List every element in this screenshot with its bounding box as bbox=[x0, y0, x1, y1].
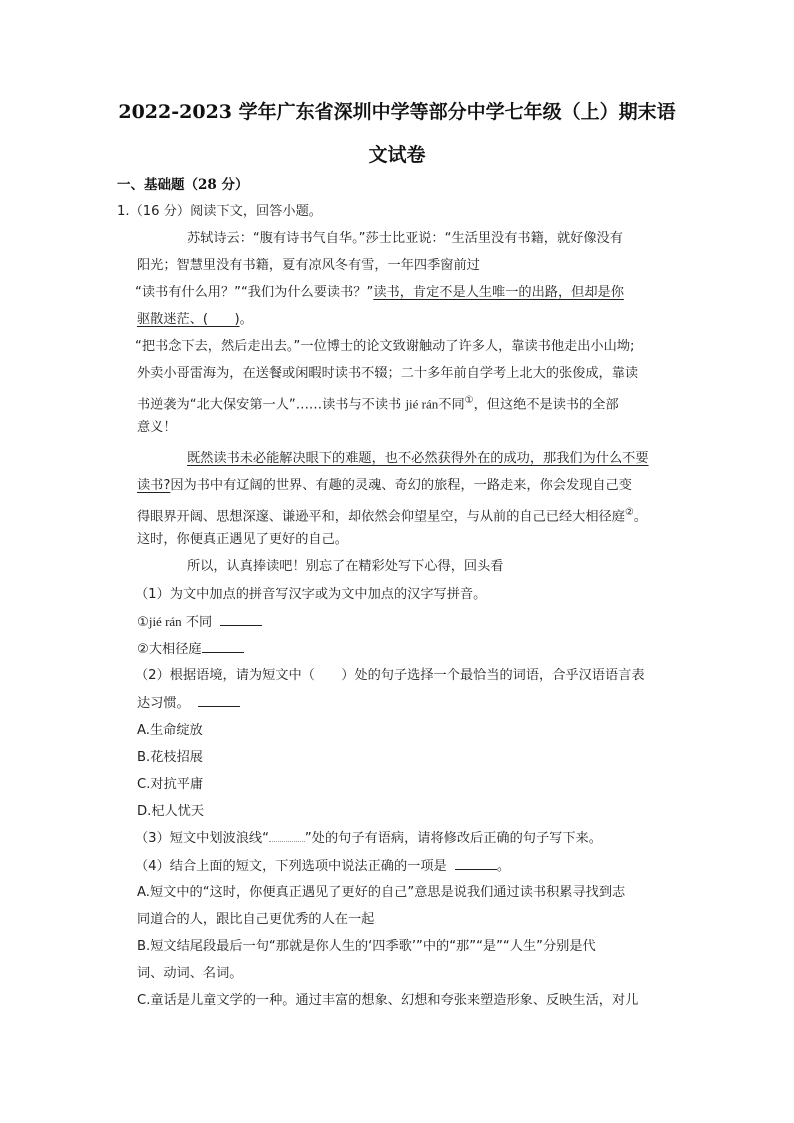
option-b-line2: 词、动词、名词。 bbox=[137, 966, 243, 981]
passage-text: 不同 bbox=[438, 397, 465, 413]
wavy-line-sample bbox=[269, 831, 305, 842]
wavy-underlined-sentence: 既然读书未必能解决眼下的难题，也不必然获得外在的成功，那我们为什么不要 bbox=[187, 451, 649, 466]
answer-blank[interactable] bbox=[198, 694, 240, 707]
option-a-line2: 同道合的人，跟比自己更优秀的人在一起 bbox=[137, 912, 375, 927]
option-d[interactable]: D.杞人忧天 bbox=[137, 804, 205, 819]
question-text: 达习惯。 bbox=[137, 696, 190, 711]
item-text: ②大相径庭 bbox=[137, 642, 202, 657]
underlined-sentence: 驱散迷茫、( ) bbox=[137, 312, 240, 327]
passage-line: 这时，你便真正遇见了更好的自己。 bbox=[137, 532, 348, 547]
question-text: ”处的句子有语病，请将修改后正确的句子写下来。 bbox=[304, 831, 602, 846]
sub-question-2-cont bbox=[137, 694, 707, 713]
option-c-line1[interactable]: C.童话是儿童文学的一种。通过丰富的想象、幻想和夸张来塑造形象、反映生活，对儿 bbox=[137, 993, 639, 1008]
passage-line: “把书念下去，然后走出去。”一位博士的论文致谢触动了许多人，靠读书他走出小山坳; bbox=[135, 339, 635, 354]
passage-line bbox=[137, 504, 707, 526]
passage-line: 苏轼诗云：“腹有诗书气自华。”莎士比亚说：“生活里没有书籍，就好像没有 bbox=[187, 231, 623, 246]
wavy-underlined-sentence-end: 读书? bbox=[137, 478, 171, 493]
passage-line: 阳光；智慧里没有书籍，夏有凉风冬有雪，一年四季窗前过 bbox=[137, 258, 480, 273]
answer-blank[interactable] bbox=[220, 613, 262, 626]
item-marker: ① bbox=[137, 615, 149, 630]
passage-line: 所以，认真捧读吧！别忘了在精彩处写下心得，回头看 bbox=[187, 559, 504, 574]
passage-text: 。 bbox=[633, 509, 648, 525]
question-text: 。 bbox=[496, 859, 511, 874]
exam-title-line2: 文试卷 bbox=[368, 144, 426, 166]
passage-text: “读书有什么用？”“我们为什么要读书？” bbox=[135, 285, 374, 300]
passage-line bbox=[137, 477, 707, 495]
question-1-header: 1.（16 分）阅读下文，回答小题。 bbox=[117, 204, 322, 219]
sub-question-4 bbox=[135, 857, 705, 876]
passage-line bbox=[137, 392, 707, 414]
passage-line: 外卖小哥雷海为，在送餐或闲暇时读书不辍；二十多年前自学考上北大的张俊成，靠读 bbox=[137, 366, 639, 381]
question-text: （4）结合上面的短文，下列选项中说法正确的一项是 bbox=[135, 859, 447, 874]
option-a-line1[interactable]: A.短文中的“这时，你便真正遇见了更好的自己”意思是说我们通过读书积累寻找到志 bbox=[137, 885, 626, 900]
exam-title-line1: 2022-2023 学年广东省深圳中学等部分中学七年级（上）期末语 bbox=[118, 101, 676, 123]
passage-text: ，但这绝不是读书的全部 bbox=[473, 397, 619, 413]
item-text: 不同 bbox=[185, 615, 213, 630]
pinyin-text: jié rán bbox=[148, 614, 182, 629]
option-c[interactable]: C.对抗平庸 bbox=[137, 777, 204, 792]
footnote-marker: ② bbox=[624, 507, 634, 518]
underlined-sentence: 读书，肯定不是人生唯一的出路，但却是你 bbox=[373, 285, 624, 300]
question-text: （3）短文中划波浪线“ bbox=[135, 831, 269, 846]
passage-text: 。 bbox=[239, 312, 253, 327]
section-heading: 一、基础题（28 分） bbox=[117, 177, 249, 193]
option-b[interactable]: B.花枝招展 bbox=[137, 750, 203, 765]
option-a[interactable]: A.生命绽放 bbox=[137, 723, 203, 738]
passage-text: 得眼界开阔、思想深邃、谦逊平和，却依然会仰望星空，与从前的自己已经大相径庭 bbox=[137, 509, 625, 525]
footnote-marker: ① bbox=[464, 395, 474, 406]
passage-text: 书逆袭为“北大保安第一人”……读书与不读书 bbox=[137, 397, 402, 413]
sub-question-1-item-2 bbox=[137, 640, 707, 659]
pinyin-text: jié rán bbox=[405, 396, 439, 412]
sub-question-1-item-1 bbox=[137, 613, 707, 632]
sub-question-2: （2）根据语境，请为短文中（ ）处的句子选择一个最恰当的词语，合乎汉语语言表 bbox=[135, 668, 645, 683]
answer-blank[interactable] bbox=[455, 857, 497, 870]
passage-text: 因为书中有辽阔的世界、有趣的灵魂、奇幻的旅程，一路走来，你会发现自己变 bbox=[170, 478, 632, 493]
sub-question-3 bbox=[135, 830, 705, 848]
passage-line: 意义！ bbox=[137, 420, 177, 435]
answer-blank[interactable] bbox=[202, 640, 244, 653]
option-b-line1[interactable]: B.短文结尾段最后一句“那就是你人生的‘四季歌’”中的“那”“是”“人生”分别是代 bbox=[137, 939, 596, 954]
passage-line bbox=[137, 311, 707, 329]
sub-question-1: （1）为文中加点的拼音写汉字或为文中加点的汉字写拼音。 bbox=[135, 587, 487, 602]
passage-line bbox=[135, 284, 705, 302]
